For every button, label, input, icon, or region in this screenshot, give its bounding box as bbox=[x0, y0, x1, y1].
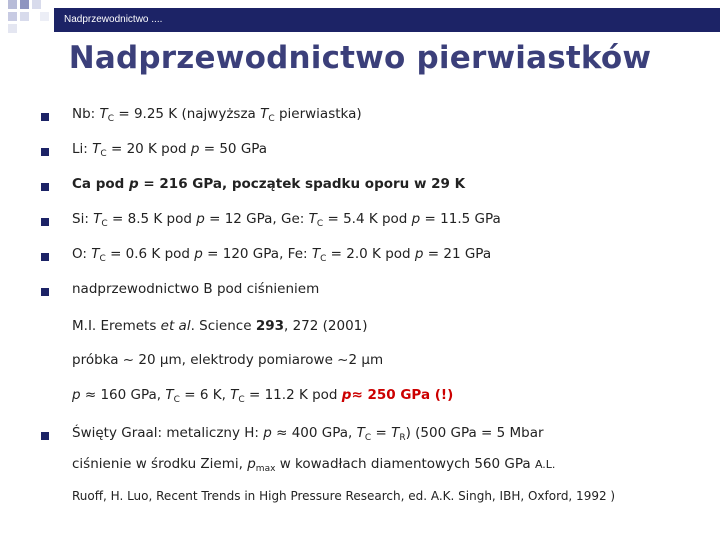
text-earth-core: ciśnienie w środku Ziemi, $p_{max}$ w kowadłach diamentowych 560 GPa A.L. bbox=[72, 456, 556, 474]
bullet-marker bbox=[41, 148, 49, 156]
header-bar bbox=[54, 8, 720, 32]
list-item-boron: nadprzewodnictwo B pod ciśnieniem bbox=[72, 281, 320, 297]
bullet-marker bbox=[41, 432, 49, 440]
text-pressure-result: p ≈ 160 GPa, $T_C = 6$ K, $T_C = 11.2$ K pod p≈ 250 GPa (!) bbox=[72, 387, 454, 405]
header-title: Nadprzewodnictwo .... bbox=[64, 14, 163, 25]
corner-decoration bbox=[0, 0, 50, 42]
list-item-holy-grail: Święty Graal: metaliczny H: p ≈ 400 GPa, $T_C = T_R$) (500 GPa = 5 Mbar bbox=[72, 425, 544, 443]
bullet-marker bbox=[41, 183, 49, 191]
text-sample-size: próbka ~ 20 μm, elektrody pomiarowe ~2 μm bbox=[72, 352, 384, 368]
list-item-si-ge: Si: $T_C = 8.5$ K pod p = 12 GPa, Ge: $T_C = 5.4$ K pod p = 11.5 GPa bbox=[72, 211, 501, 229]
bullet-marker bbox=[41, 113, 49, 121]
bullet-marker bbox=[41, 253, 49, 261]
list-item-ca: Ca pod p = 216 GPa, początek spadku oporu w 29 K bbox=[72, 176, 466, 192]
list-item-o-fe: O: $T_C = 0.6$ K pod p = 120 GPa, Fe: $T_C = 2.0$ K pod p = 21 GPa bbox=[72, 246, 492, 264]
bullet-marker bbox=[41, 218, 49, 226]
page-title: Nadprzewodnictwo pierwiastków bbox=[68, 40, 652, 76]
text-eremets-citation: M.I. Eremets et al. Science 293, 272 (2001) bbox=[72, 318, 368, 334]
list-item-li: Li: $T_C = 20$ K pod p = 50 GPa bbox=[72, 141, 268, 159]
text-ruoff-reference: Ruoff, H. Luo, Recent Trends in High Pressure Research, ed. A.K. Singh, IBH, Oxford, 1992 ) bbox=[72, 489, 616, 503]
bullet-marker bbox=[41, 288, 49, 296]
list-item-nb: Nb: $T_C = 9.25$ K (najwyższa $T_C$ pierwiastka) bbox=[72, 106, 362, 124]
